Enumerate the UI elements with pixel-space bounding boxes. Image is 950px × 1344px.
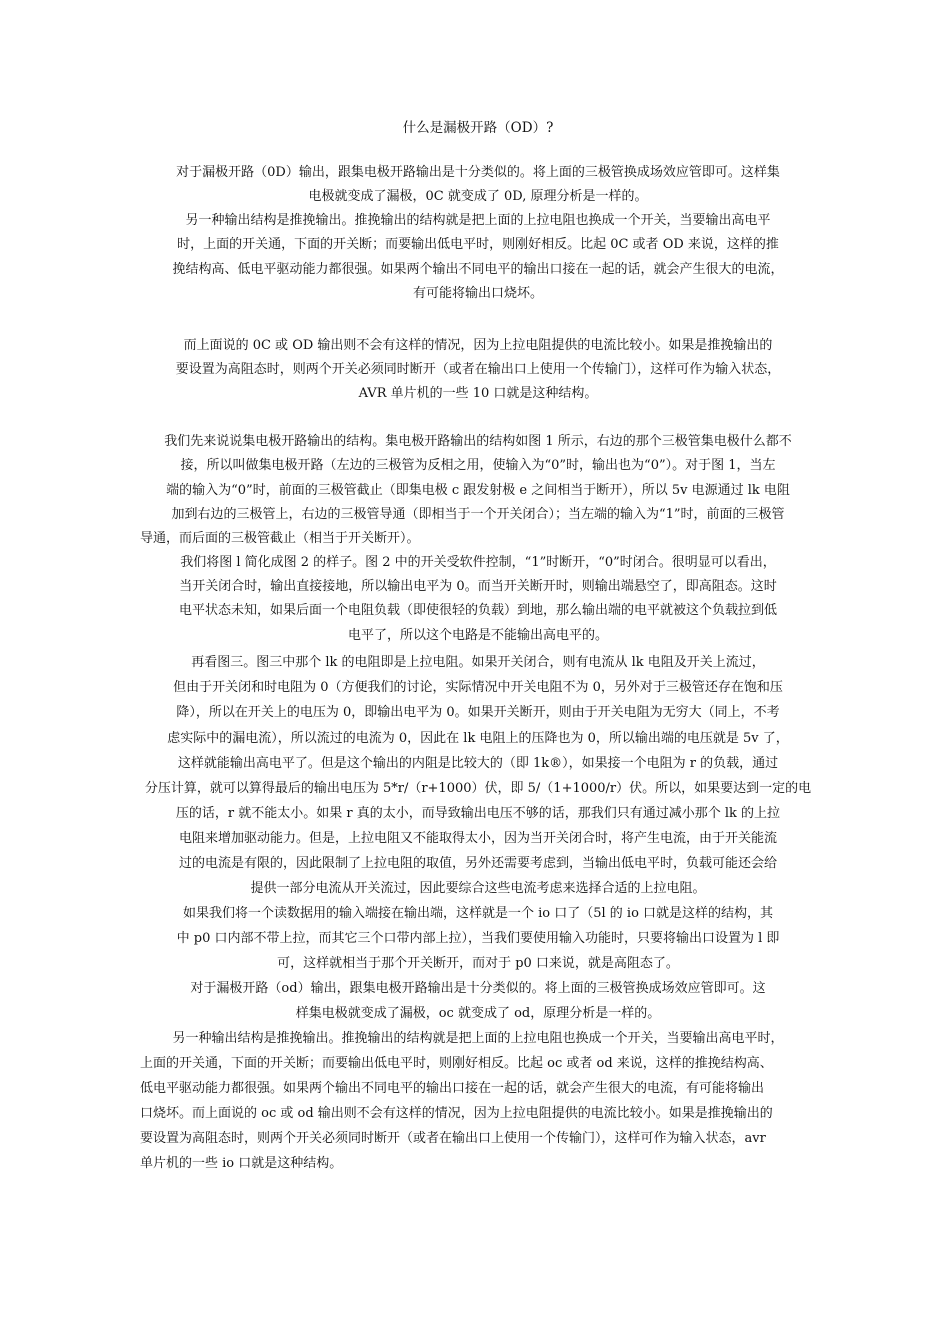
- text-line: 另一种输出结构是推挽输出。推挽输出的结构就是把上面的上拉电阻也换成一个开关，当要输出高电平时，: [172, 1031, 784, 1046]
- text-line: 要设置为高阻态时，则两个开关必须同时断开（或者在输出口上使用一个传输门），这样可作为输入状态，avr: [140, 1131, 766, 1146]
- text-line: 单片机的一些 io 口就是这种结构。: [140, 1156, 343, 1171]
- text-line: 我们先来说说集电极开路输出的结构。集电极开路输出的结构如图 1 所示，右边的那个三极管集电极什么都不: [164, 434, 792, 449]
- text-line: 可，这样就相当于那个开关断开，而对于 p0 口来说，就是高阻态了。: [277, 956, 679, 971]
- text-line: 这样就能输出高电平了。但是这个输出的内阻是比较大的（即 1k®），如果接一个电阻为 r 的负载，通过: [177, 756, 779, 771]
- text-line: 接，所以叫做集电极开路（左边的三极管为反相之用，使输入为“0”时，输出也为“0”）。对于图 1，当左: [180, 458, 776, 473]
- text-line: 样集电极就变成了漏极，oc 就变成了 od，原理分析是一样的。: [295, 1006, 661, 1021]
- text-line: 而上面说的 0C 或 OD 输出则不会有这样的情况，因为上拉电阻提供的电流比较小。如果是推挽输出的: [183, 338, 773, 353]
- text-line: 对于漏极开路（od）输出，跟集电极开路输出是十分类似的。将上面的三极管换成场效应管即可。这: [190, 981, 766, 996]
- document-title: 什么是漏极开路（OD）?: [402, 120, 554, 136]
- text-line: 再看图三。图三中那个 lk 的电阻即是上拉电阻。如果开关闭合，则有电流从 lk 电阻及开关上流过，: [191, 655, 765, 670]
- text-line: 低电平驱动能力都很强。如果两个输出不同电平的输出口接在一起的话，就会产生很大的电流，有可能将输出: [140, 1081, 765, 1096]
- text-line: 另一种输出结构是推挽输出。推挽输出的结构就是把上面的上拉电阻也换成一个开关，当要输出高电平: [185, 213, 771, 228]
- text-line: 电平状态未知，如果后面一个电阻负载（即使很轻的负载）到地，那么输出端的电平就被这个负载拉到低: [178, 603, 777, 618]
- text-line: 要设置为高阻态时，则两个开关必须同时断开（或者在输出口上使用一个传输门），这样可作为输入状态，: [175, 362, 781, 377]
- text-line: 电平了，所以这个电路是不能输出高电平的。: [347, 628, 608, 643]
- text-line: 对于漏极开路（0D）输出，跟集电极开路输出是十分类似的。将上面的三极管换成场效应管即可。这样集: [176, 165, 780, 180]
- text-line: 加到右边的三极管上，右边的三极管导通（即相当于一个开关闭合）；当左端的输入为“1”时，前面的三极管: [171, 507, 785, 522]
- text-line: 如果我们将一个读数据用的输入端接在输出端，这样就是一个 io 口了（5l 的 io 口就是这样的结构，其: [182, 906, 774, 921]
- text-line: 口烧坏。而上面说的 oc 或 od 输出则不会有这样的情况，因为上拉电阻提供的电流比较小。如果是推挽输出的: [140, 1106, 773, 1121]
- text-line: 上面的开关通，下面的开关断；而要输出低电平时，则刚好相反。比起 oc 或者 od 来说，这样的推挽结构高、: [140, 1056, 773, 1071]
- text-line: 端的输入为“0”时，前面的三极管截止（即集电极 c 跟发射极 e 之间相当于断开），所以 5v 电源通过 lk 电阻: [166, 483, 790, 498]
- text-line: 有可能将输出口烧坏。: [412, 286, 543, 301]
- text-line: 但由于开关闭和时电阻为 0（方便我们的讨论，实际情况中开关电阻不为 0，另外对于三极管还存在饱和压: [173, 680, 783, 695]
- text-line: 降），所以在开关上的电压为 0，即输出电平为 0。如果开关断开，则由于开关电阻为无穷大（同上，不考: [176, 705, 780, 720]
- text-line: 分压计算，就可以算得最后的输出电压为 5*r/（r+1000）伏，即 5/（1+1000/r）伏。所以，如果要达到一定的电: [144, 781, 812, 796]
- text-line: 时，上面的开关通，下面的开关断；而要输出低电平时，则刚好相反。比起 0C 或者 OD 来说，这样的推: [177, 237, 779, 252]
- text-line: 中 p0 口内部不带上拉，而其它三个口带内部上拉），当我们要使用输入功能时，只要将输出口设置为 l 即: [176, 931, 780, 946]
- text-line: AVR 单片机的一些 10 口就是这种结构。: [358, 386, 598, 401]
- text-line: 压的话，r 就不能太小。如果 r 真的太小，而导致输出电压不够的话，那我们只有通过减小那个 lk 的上拉: [175, 806, 781, 821]
- text-line: 提供一部分电流从开关流过，因此要综合这些电流考虑来选择合适的上拉电阻。: [250, 881, 706, 896]
- text-line: 挽结构高、低电平驱动能力都很强。如果两个输出不同电平的输出口接在一起的话，就会产生很大的电流，: [172, 262, 784, 277]
- text-line: 电阻来增加驱动能力。但是，上拉电阻又不能取得太小，因为当开关闭合时，将产生电流，由于开关能流: [178, 831, 777, 846]
- text-line: 当开关闭合时，输出直接接地，所以输出电平为 0。而当开关断开时，则输出端悬空了，即高阻态。这时: [179, 579, 777, 594]
- text-line: 虑实际中的漏电流），所以流过的电流为 0，因此在 lk 电阻上的压降也为 0，所以输出端的电压就是 5v 了，: [167, 731, 789, 746]
- text-line: 我们将图 l 简化成图 2 的样子。图 2 中的开关受软件控制，“1”时断开，“0”时闭合。很明显可以看出，: [180, 555, 776, 570]
- text-line: 导通，而后面的三极管截止（相当于开关断开）。: [140, 531, 420, 546]
- text-line: 电极就变成了漏极，0C 就变成了 0D, 原理分析是一样的。: [308, 189, 648, 204]
- text-line: 过的电流是有限的，因此限制了上拉电阻的取值，另外还需要考虑到，当输出低电平时，负载可能还会给: [178, 856, 777, 871]
